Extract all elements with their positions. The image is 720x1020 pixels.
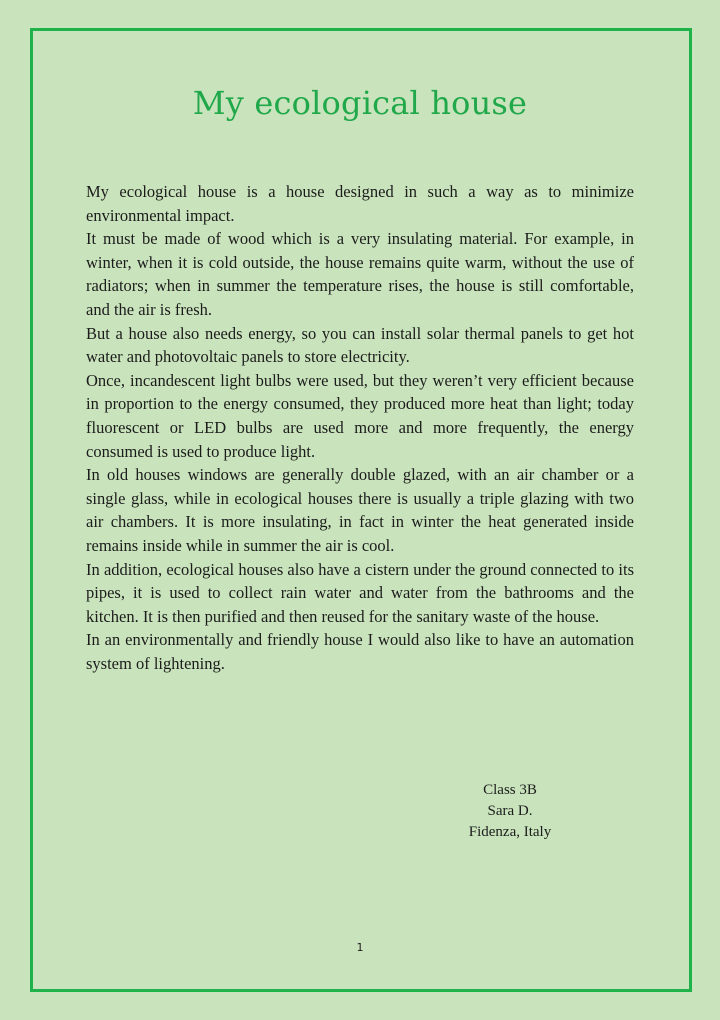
body-text — [86, 180, 634, 675]
page-title: My ecological house — [192, 84, 528, 122]
signature-author: Sara D. — [487, 803, 533, 819]
signature-location: Fidenza, Italy — [468, 824, 552, 840]
paragraph-1: My ecological house is a house designed in such a way as to minimize environmental impact. — [86, 182, 634, 225]
paragraph-7: In an environmentally and friendly house I would also like to have an automation system of lightening. — [86, 630, 634, 673]
paragraph-4: Once, incandescent light bulbs were used, but they weren’t very efficient because in proportion to the energy consumed, they produced more heat than light; today fluorescent or LED bulbs are used more and more frequently, the energy consumed is used to produce light. — [86, 370, 634, 461]
paragraph-2: It must be made of wood which is a very insulating material. For example, in winter, when it is cold outside, the house remains quite warm, without the use of radiators; when in summer the temperature rises, the house is still comfortable, and the air is fresh. — [86, 229, 634, 319]
signature-class: Class 3B — [483, 782, 537, 798]
paragraph-5: In old houses windows are generally double glazed, with an air chamber or a single glass, while in ecological houses there is usually a triple glazing with two air chambers. It is more insulating, in fact in winter the heat generated inside remains inside while in summer the air is cool. — [86, 465, 634, 555]
page-number: 1 — [356, 941, 364, 954]
paragraph-6: In addition, ecological houses also have a cistern under the ground connected to its pipes, it is used to collect rain water and water from the bathrooms and the kitchen. It is then purified and then reused for the sanitary waste of the house. — [86, 559, 634, 626]
paragraph-3: But a house also needs energy, so you can install solar thermal panels to get hot water and photovoltaic panels to store electricity. — [86, 323, 634, 367]
signature-block — [440, 780, 580, 843]
